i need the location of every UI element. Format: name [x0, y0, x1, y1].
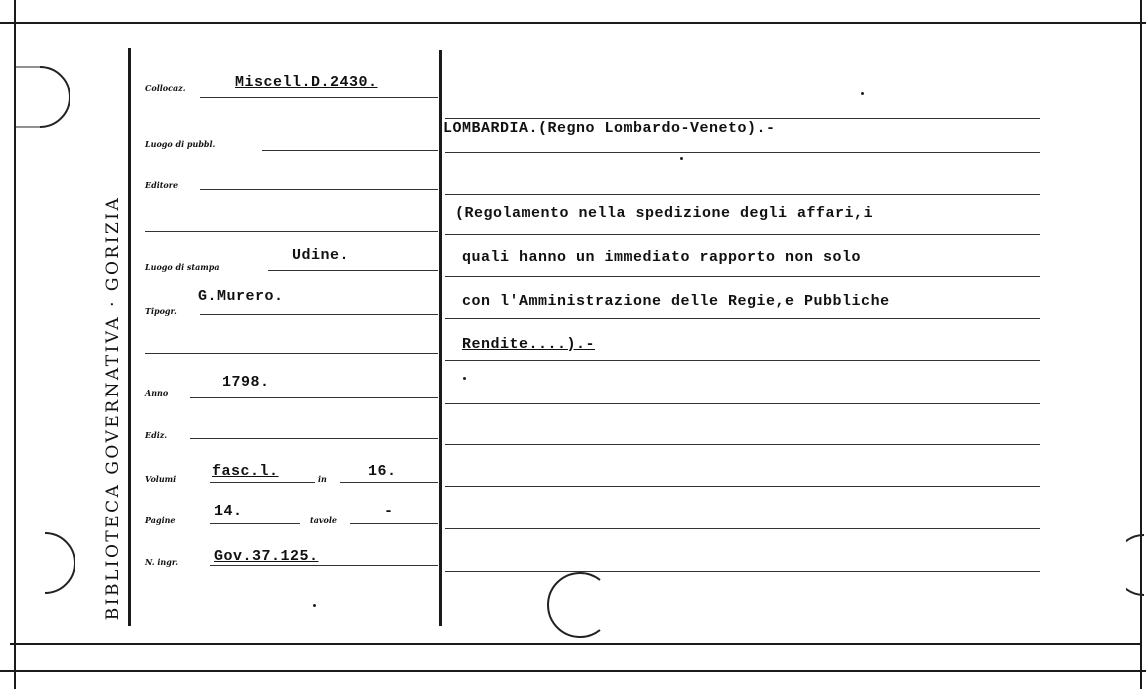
left-column-rule: [128, 48, 131, 626]
speck: [313, 604, 316, 607]
speck: [463, 377, 466, 380]
label-luogo-stampa: Luogo di stampa: [145, 262, 220, 272]
value-formato: 16.: [368, 463, 397, 480]
label-n-ingr: N. ingr.: [145, 557, 179, 567]
entry-line-3: con l'Amministrazione delle Regie,e Pubbliche: [462, 293, 890, 310]
label-anno: Anno: [145, 388, 169, 398]
speck: [680, 157, 683, 160]
card-bottom-border: [10, 643, 1140, 645]
entry-line-1: (Regolamento nella spedizione degli affari,i: [455, 205, 874, 222]
card-bottom-edge: [0, 670, 1146, 672]
value-anno: 1798.: [222, 374, 270, 391]
label-tipografia: Tipogr.: [145, 306, 177, 316]
binding-hole-right-icon: [1126, 530, 1146, 600]
value-collocazione: Miscell.D.2430.: [235, 74, 378, 91]
value-luogo-stampa: Udine.: [292, 247, 350, 264]
label-editore: Editore: [145, 180, 179, 190]
entry-line-4: Rendite....).-: [462, 336, 596, 353]
label-luogo-pubbl: Luogo di pubbl.: [145, 139, 216, 149]
value-volumi: fasc.l.: [212, 463, 279, 480]
value-n-ingr: Gov.37.125.: [214, 548, 319, 565]
value-tavole: -: [384, 503, 394, 520]
speck: [861, 92, 864, 95]
label-pagine: Pagine: [145, 515, 176, 525]
label-in: in: [318, 474, 327, 484]
entry-line-2: quali hanno un immediato rapporto non solo: [462, 249, 862, 266]
entry-heading: LOMBARDIA.(Regno Lombardo-Veneto).-: [443, 120, 776, 137]
label-tavole: tavole: [310, 515, 337, 525]
label-edizione: Ediz.: [145, 430, 168, 440]
label-collocazione: Collocaz.: [145, 83, 186, 93]
binding-hole-center-icon: [530, 560, 610, 640]
middle-column-rule: [439, 50, 442, 626]
binding-hole-top-icon: [10, 62, 70, 132]
value-tipografia: G.Murero.: [198, 288, 284, 305]
binding-hole-bottom-icon: [10, 528, 75, 598]
value-pagine: 14.: [214, 503, 243, 520]
label-volumi: Volumi: [145, 474, 177, 484]
card-top-border: [0, 22, 1146, 24]
library-stamp: BIBLIOTECA GOVERNATIVA · GORIZIA: [103, 195, 123, 621]
